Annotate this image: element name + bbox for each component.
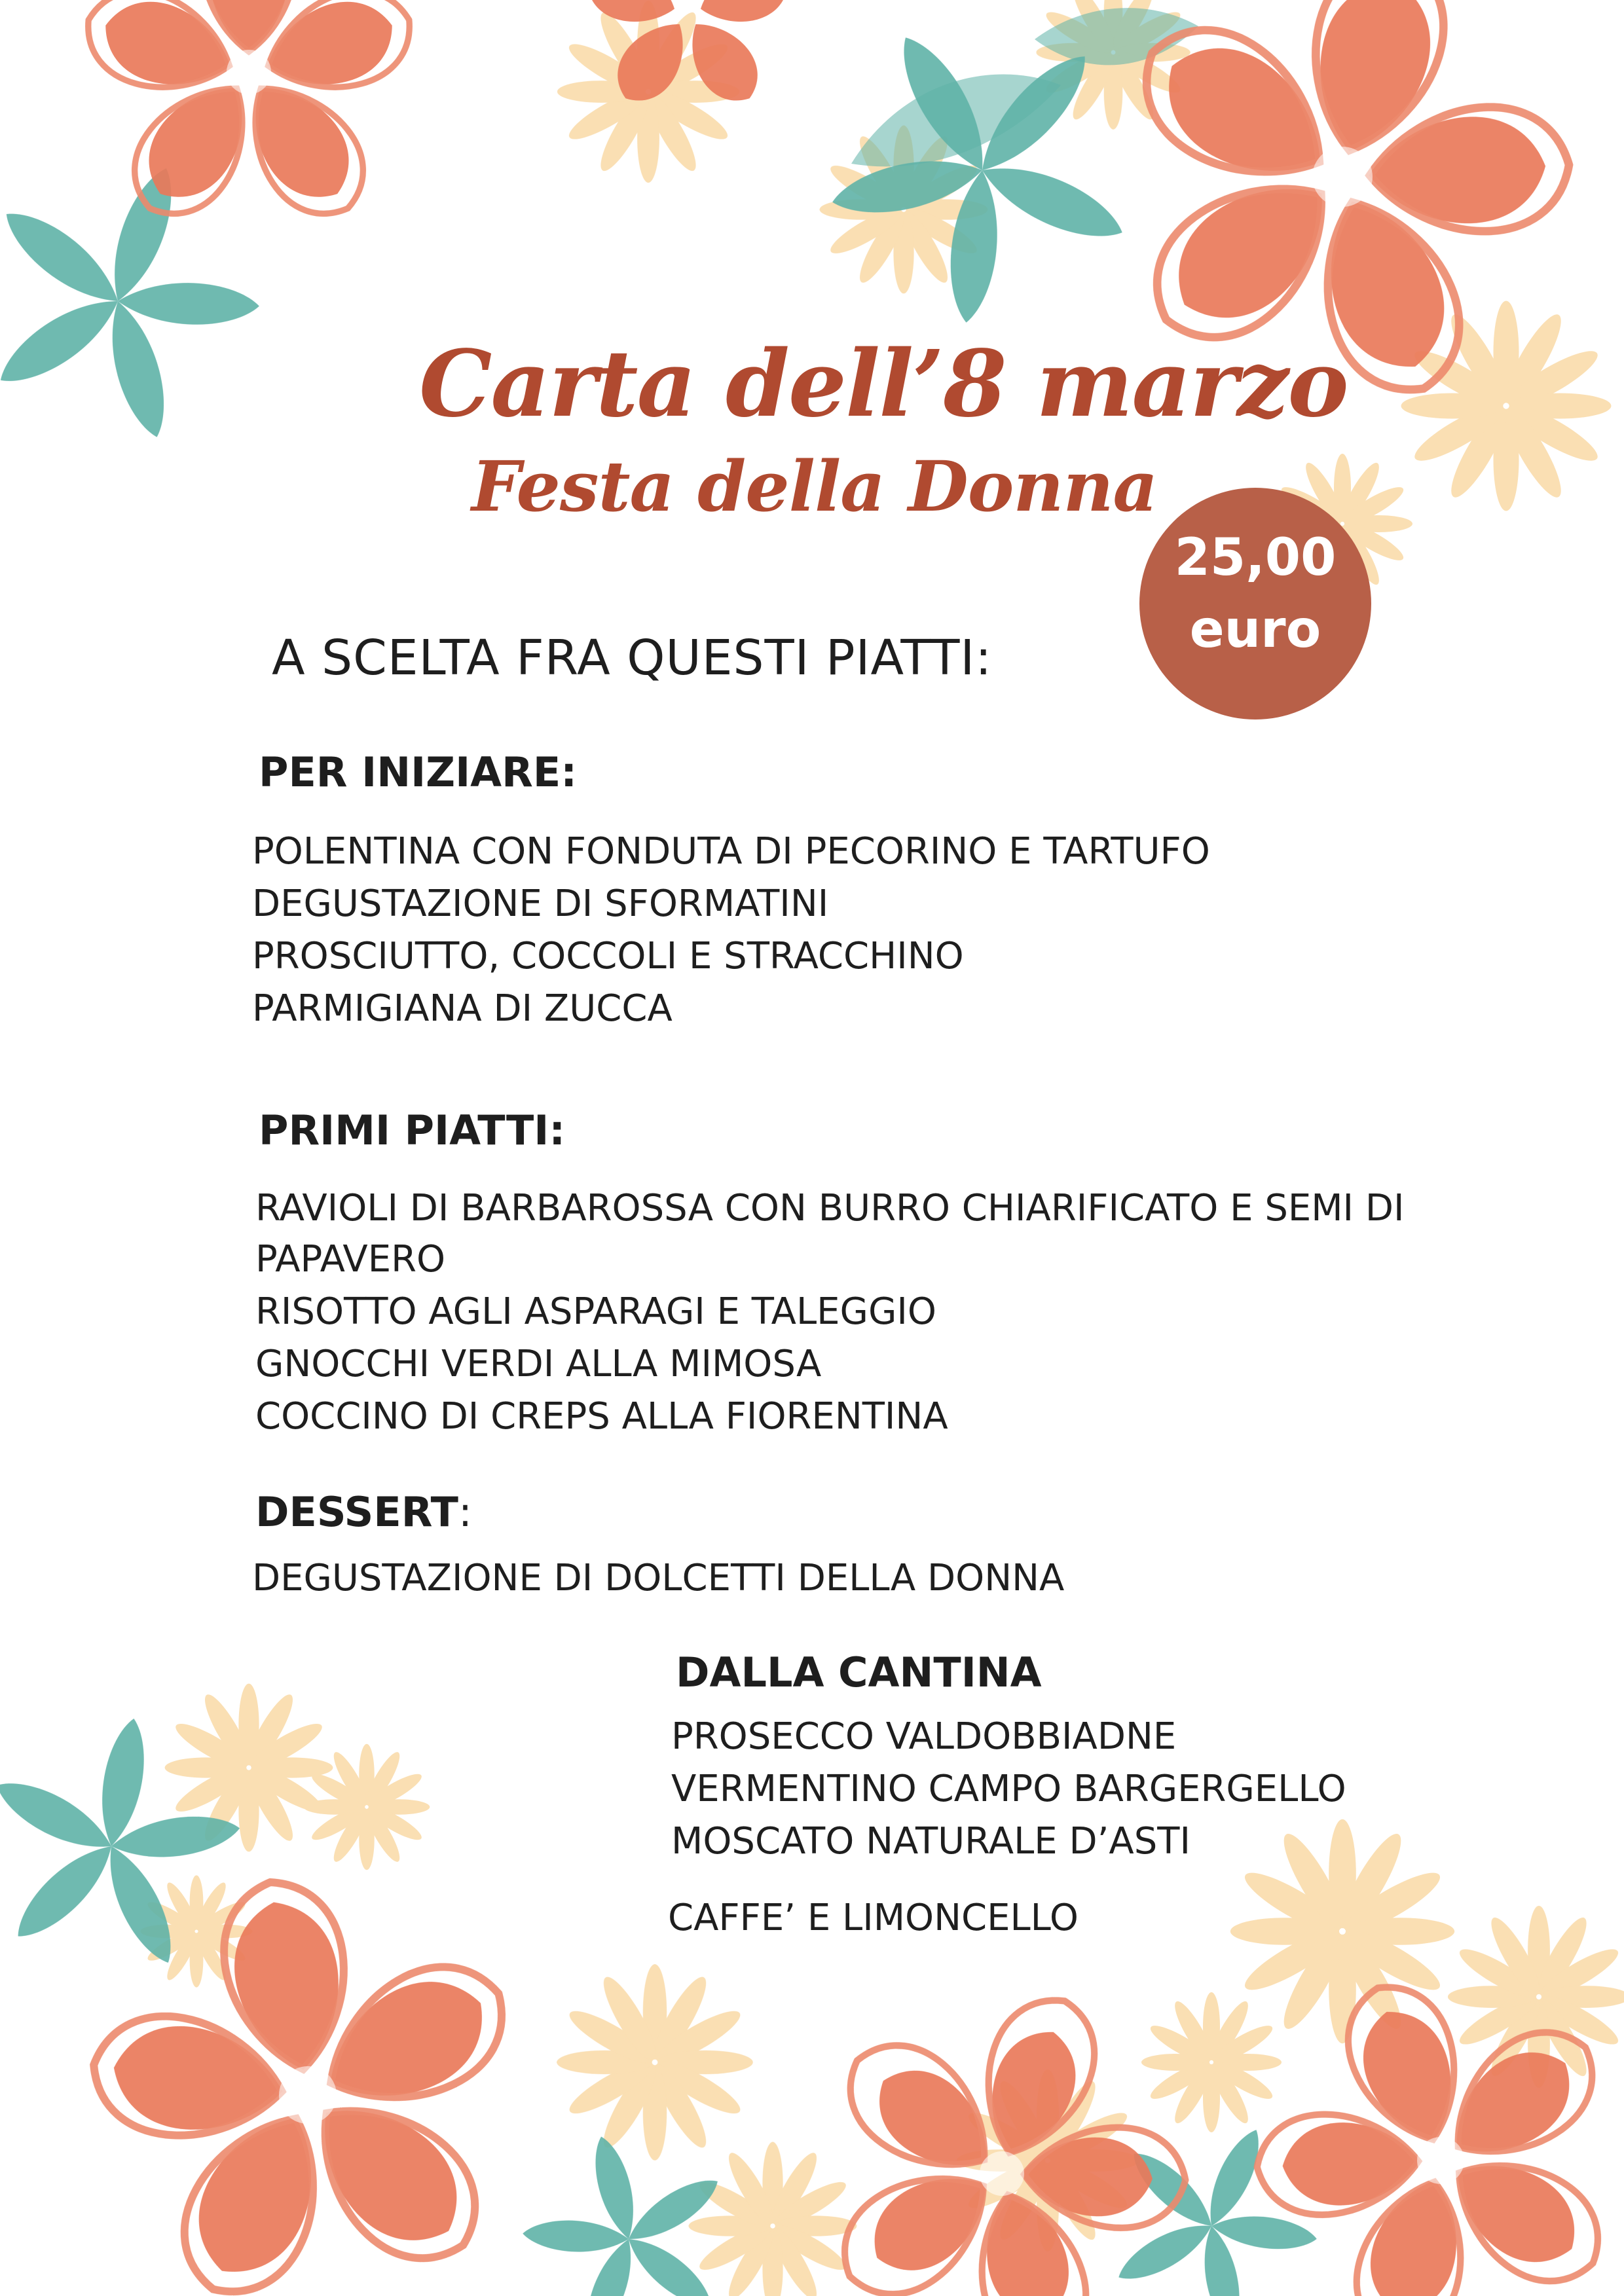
menu-title: Carta dell’8 marzo — [419, 331, 1348, 438]
closing-item: CAFFE’ E LIMONCELLO — [668, 1897, 1079, 1939]
price-currency: euro — [1189, 600, 1321, 659]
menu-item: COCCINO DI CREPS ALLA FIORENTINA — [255, 1395, 948, 1438]
menu-item: DEGUSTAZIONE DI SFORMATINI — [252, 883, 829, 925]
dessert-heading-colon: : — [458, 1488, 472, 1536]
menu-item: PROSCIUTTO, COCCOLI E STRACCHINO — [252, 935, 964, 977]
menu-intro: A SCELTA FRA QUESTI PIATTI: — [272, 630, 993, 686]
menu-item: GNOCCHI VERDI ALLA MIMOSA — [255, 1343, 822, 1385]
section-heading-dessert — [255, 1488, 472, 1536]
wine-item: VERMENTINO CAMPO BARGERGELLO — [671, 1768, 1346, 1810]
section-heading-cellar: DALLA CANTINA — [676, 1649, 1042, 1696]
menu-subtitle: Festa della Donna — [471, 445, 1158, 527]
section-heading-starters: PER INIZIARE: — [259, 748, 578, 796]
wine-item: MOSCATO NATURALE D’ASTI — [671, 1820, 1190, 1863]
dessert-heading-text: DESSERT — [255, 1488, 458, 1536]
menu-item: RISOTTO AGLI ASPARAGI E TALEGGIO — [255, 1290, 936, 1333]
menu-item: POLENTINA CON FONDUTA DI PECORINO E TARTUFO — [252, 830, 1210, 873]
menu-item: PARMIGIANA DI ZUCCA — [252, 987, 673, 1030]
price-amount: 25,00 — [1174, 528, 1337, 587]
menu-item: PAPAVERO — [255, 1238, 446, 1281]
wine-item: PROSECCO VALDOBBIADNE — [671, 1715, 1177, 1758]
menu-item: DEGUSTAZIONE DI DOLCETTI DELLA DONNA — [252, 1557, 1065, 1599]
menu-item: RAVIOLI DI BARBAROSSA CON BURRO CHIARIFICATO E SEMI DI — [255, 1187, 1405, 1230]
price-badge — [1139, 488, 1371, 720]
section-heading-first-courses: PRIMI PIATTI: — [259, 1106, 566, 1154]
